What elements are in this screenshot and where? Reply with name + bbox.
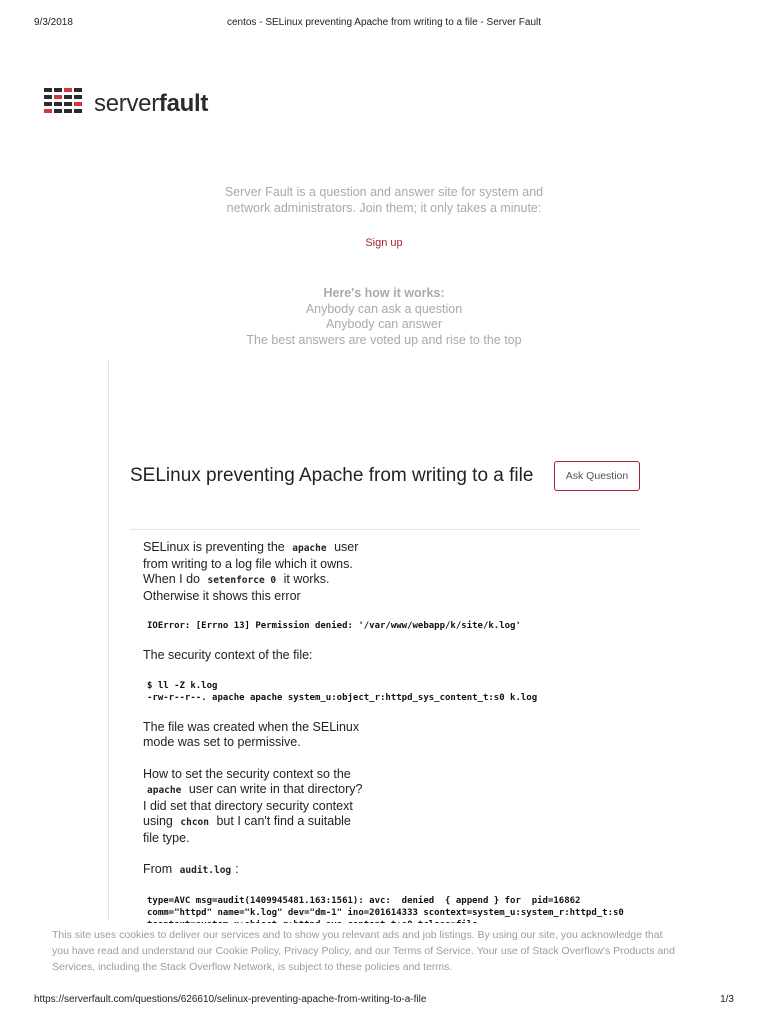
intro-line-1: Server Fault is a question and answer site for system and: [224, 185, 544, 199]
how-heading: Here's how it works:: [323, 286, 445, 300]
post-paragraph: [143, 540, 363, 604]
stack-logo-icon: [44, 88, 88, 120]
error-code-block: IOError: [Errno 13] Permission denied: '/var/www/webapp/k/site/k.log': [147, 621, 521, 631]
how-it-works: [0, 286, 768, 348]
intro-line-2: network administrators. Join them; it only takes a minute:: [226, 201, 542, 215]
text: user from writing to a log file which it owns. When I do: [143, 540, 359, 586]
vote-column-divider: [108, 360, 109, 920]
logo-text-bold: fault: [158, 90, 209, 117]
how-item: Anybody can answer: [325, 317, 443, 331]
post-paragraph: [143, 862, 363, 879]
question-body: [143, 540, 663, 947]
text: it works. Otherwise it shows this error: [143, 572, 330, 603]
site-intro: [0, 184, 768, 216]
inline-code: chcon: [176, 817, 213, 828]
post-paragraph: [143, 767, 363, 847]
question-title[interactable]: SELinux preventing Apache from writing to a file: [130, 465, 534, 486]
site-logo[interactable]: [44, 88, 208, 120]
inline-code: apache: [143, 785, 185, 796]
ls-code-block: $ ll -Z k.log -rw-r--r--. apache apache system_u:object_r:httpd_sys_content_t:s0 k.log: [147, 680, 538, 703]
inline-code: setenforce 0: [203, 575, 280, 586]
logo-text-light: server: [94, 90, 159, 117]
inline-code: audit.log: [176, 865, 235, 876]
cookie-banner: [0, 923, 768, 987]
ask-question-button[interactable]: Ask Question: [554, 461, 640, 491]
text: but I can't find a suitable file type.: [143, 814, 351, 845]
print-url: https://serverfault.com/questions/626610/selinux-preventing-apache-from-writing-to-a-file: [34, 994, 427, 1005]
audit-code-block: type=AVC msg=audit(1409945481.163:1561): avc: denied { append } for pid=16862 comm="httpd" name="k.log" dev="dm-1" ino=201614333 scontext=system_u:system_r:httpd_t:s0: [147, 895, 624, 918]
text: user can write in that directory? I did set that directory security context using: [143, 782, 363, 828]
how-item: Anybody can ask a question: [305, 301, 463, 316]
logo-wordmark: [94, 90, 208, 118]
text: SELinux is preventing the: [143, 540, 285, 554]
signup-link[interactable]: Sign up: [365, 237, 403, 249]
post-paragraph: The security context of the file:: [143, 648, 313, 662]
print-page-number: 1/3: [720, 994, 734, 1005]
print-date: 9/3/2018: [34, 17, 73, 28]
print-page-title: centos - SELinux preventing Apache from writing to a file - Server Fault: [226, 17, 542, 28]
how-item: The best answers are voted up and rise to the top: [246, 332, 522, 347]
text: From: [143, 862, 173, 876]
cookie-notice-text: This site uses cookies to deliver our services and to show you relevant ads and job listings. By using our site, you acknowledge that you have read and understand our Cookie Policy, Privacy Policy, and our Terms of Service. Your use of Stack Overflow's Products and Services, including the Stack Overflow Network, is subject to these policies and terms.: [52, 929, 675, 973]
text: :: [235, 862, 239, 876]
inline-code: apache: [288, 543, 330, 554]
title-divider: [130, 529, 640, 530]
text: How to set the security context so the: [143, 766, 351, 781]
post-paragraph: The file was created when the SELinux mode was set to permissive.: [143, 719, 360, 749]
